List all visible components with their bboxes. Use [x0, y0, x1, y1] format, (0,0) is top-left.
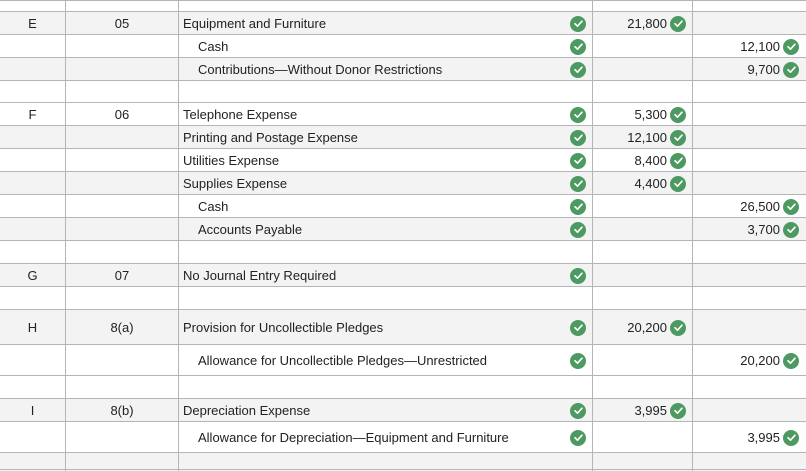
transaction-number-cell [66, 58, 179, 81]
credit-cell[interactable] [693, 58, 805, 81]
table-row [0, 240, 806, 264]
credit-cell[interactable] [693, 35, 805, 58]
account-name: Utilities Expense [183, 153, 280, 168]
transaction-number-cell [66, 149, 179, 172]
debit-cell[interactable] [593, 103, 693, 126]
table-row [0, 11, 806, 35]
check-circle-icon [783, 62, 799, 78]
debit-amount: 3,995 [634, 403, 667, 418]
debit-amount: 20,200 [627, 320, 667, 335]
ref-cell [0, 35, 66, 58]
table-row [0, 217, 806, 241]
table-row [0, 125, 806, 149]
debit-cell[interactable] [593, 126, 693, 149]
account-cell[interactable] [179, 126, 593, 149]
check-circle-icon [570, 403, 586, 419]
credit-cell[interactable] [693, 287, 805, 310]
ref-cell [0, 81, 66, 103]
debit-cell[interactable] [593, 310, 693, 345]
transaction-number-cell: 07 [66, 264, 179, 287]
account-name: Cash [198, 199, 229, 214]
debit-amount: 4,400 [634, 176, 667, 191]
table-row [0, 375, 806, 399]
account-name: Telephone Expense [183, 107, 298, 122]
ref-cell: G [0, 264, 66, 287]
credit-cell[interactable] [693, 264, 805, 287]
account-cell[interactable] [179, 35, 593, 58]
credit-cell[interactable] [693, 345, 805, 376]
ref-cell: H [0, 310, 66, 345]
table-row [0, 286, 806, 310]
credit-cell[interactable] [693, 126, 805, 149]
ref-cell [0, 345, 66, 376]
credit-cell[interactable] [693, 81, 805, 103]
account-cell[interactable] [179, 12, 593, 35]
credit-amount: 9,700 [747, 62, 780, 77]
account-name: Allowance for Uncollectible Pledges—Unrestricted [198, 353, 488, 368]
ref-cell [0, 126, 66, 149]
check-circle-icon [570, 16, 586, 32]
debit-cell[interactable] [593, 287, 693, 310]
transaction-number-cell: 8(b) [66, 399, 179, 422]
check-circle-icon [570, 107, 586, 123]
debit-cell[interactable] [593, 376, 693, 399]
transaction-number-cell: 05 [66, 12, 179, 35]
ref-cell [0, 58, 66, 81]
transaction-number-cell [66, 218, 179, 241]
check-circle-icon [670, 153, 686, 169]
check-circle-icon [783, 353, 799, 369]
account-cell[interactable] [179, 287, 593, 310]
table-row [0, 309, 806, 345]
account-cell[interactable] [179, 103, 593, 126]
debit-cell[interactable] [593, 422, 693, 453]
transaction-number-cell [66, 172, 179, 195]
debit-cell[interactable] [593, 195, 693, 218]
debit-cell[interactable] [593, 218, 693, 241]
transaction-number-cell [66, 422, 179, 453]
transaction-number-cell: 8(a) [66, 310, 179, 345]
account-name: Allowance for Depreciation—Equipment and Furniture [198, 430, 509, 445]
transaction-number-cell: 06 [66, 103, 179, 126]
credit-cell[interactable] [693, 241, 805, 264]
table-row [0, 34, 806, 58]
credit-cell[interactable] [693, 149, 805, 172]
transaction-number-cell [66, 241, 179, 264]
account-name: Accounts Payable [198, 222, 303, 237]
check-circle-icon [783, 199, 799, 215]
table-row [0, 171, 806, 195]
account-cell[interactable] [179, 218, 593, 241]
check-circle-icon [783, 222, 799, 238]
account-cell[interactable] [179, 422, 593, 453]
check-circle-icon [670, 403, 686, 419]
debit-amount: 21,800 [627, 16, 667, 31]
account-cell[interactable] [179, 149, 593, 172]
transaction-number-cell [66, 195, 179, 218]
check-circle-icon [570, 268, 586, 284]
ref-cell [0, 195, 66, 218]
debit-cell[interactable] [593, 58, 693, 81]
account-name: Equipment and Furniture [183, 16, 327, 31]
transaction-number-cell [66, 126, 179, 149]
account-cell[interactable] [179, 310, 593, 345]
account-cell[interactable] [179, 399, 593, 422]
check-circle-icon [570, 62, 586, 78]
transaction-number-cell [66, 287, 179, 310]
table-row [0, 421, 806, 453]
check-circle-icon [670, 320, 686, 336]
credit-amount: 3,700 [747, 222, 780, 237]
ref-cell [0, 172, 66, 195]
check-circle-icon [570, 153, 586, 169]
credit-cell[interactable] [693, 12, 805, 35]
table-row [0, 57, 806, 81]
account-cell[interactable] [179, 376, 593, 399]
check-circle-icon [570, 430, 586, 446]
check-circle-icon [570, 176, 586, 192]
check-circle-icon [783, 430, 799, 446]
credit-amount: 26,500 [740, 199, 780, 214]
check-circle-icon [570, 222, 586, 238]
debit-amount: 12,100 [627, 130, 667, 145]
account-name: Supplies Expense [183, 176, 288, 191]
account-name: Printing and Postage Expense [183, 130, 358, 145]
check-circle-icon [570, 130, 586, 146]
credit-cell[interactable] [693, 172, 805, 195]
credit-cell[interactable] [693, 310, 805, 345]
account-cell[interactable] [179, 58, 593, 81]
credit-cell[interactable] [693, 399, 805, 422]
table-row [0, 80, 806, 103]
ref-cell [0, 218, 66, 241]
debit-amount: 5,300 [634, 107, 667, 122]
ref-cell: E [0, 12, 66, 35]
table-row [0, 263, 806, 287]
debit-cell[interactable] [593, 345, 693, 376]
table-row [0, 194, 806, 218]
account-name: Cash [198, 39, 229, 54]
check-circle-icon [570, 353, 586, 369]
check-circle-icon [783, 39, 799, 55]
transaction-number-cell [66, 376, 179, 399]
account-name: Depreciation Expense [183, 403, 311, 418]
account-cell[interactable] [179, 241, 593, 264]
credit-cell[interactable] [693, 103, 805, 126]
debit-cell[interactable] [593, 81, 693, 103]
table-row [0, 102, 806, 126]
account-name: Provision for Uncollectible Pledges [183, 320, 384, 335]
account-cell[interactable] [179, 81, 593, 103]
check-circle-icon [670, 130, 686, 146]
transaction-number-cell [66, 345, 179, 376]
transaction-number-cell [66, 81, 179, 103]
account-cell[interactable] [179, 264, 593, 287]
credit-cell[interactable] [693, 422, 805, 453]
debit-cell[interactable] [593, 172, 693, 195]
account-cell[interactable] [179, 172, 593, 195]
debit-cell[interactable] [593, 399, 693, 422]
transaction-number-cell [66, 35, 179, 58]
table-row [0, 148, 806, 172]
check-circle-icon [570, 320, 586, 336]
account-cell[interactable] [179, 345, 593, 376]
ref-cell: F [0, 103, 66, 126]
debit-cell[interactable] [593, 35, 693, 58]
table-row [0, 398, 806, 422]
check-circle-icon [670, 16, 686, 32]
credit-amount: 12,100 [740, 39, 780, 54]
account-name: Contributions—Without Donor Restrictions [198, 62, 443, 77]
debit-cell[interactable] [593, 241, 693, 264]
credit-cell[interactable] [693, 218, 805, 241]
debit-cell[interactable] [593, 12, 693, 35]
credit-amount: 20,200 [740, 353, 780, 368]
check-circle-icon [570, 199, 586, 215]
ref-cell [0, 422, 66, 453]
ref-cell: I [0, 399, 66, 422]
ref-cell [0, 149, 66, 172]
check-circle-icon [670, 107, 686, 123]
account-name: No Journal Entry Required [183, 268, 337, 283]
debit-amount: 8,400 [634, 153, 667, 168]
check-circle-icon [670, 176, 686, 192]
check-circle-icon [570, 39, 586, 55]
credit-amount: 3,995 [747, 430, 780, 445]
credit-cell[interactable] [693, 376, 805, 399]
ref-cell [0, 287, 66, 310]
credit-cell[interactable] [693, 195, 805, 218]
debit-cell[interactable] [593, 264, 693, 287]
table-row [0, 344, 806, 376]
ref-cell [0, 376, 66, 399]
ref-cell [0, 241, 66, 264]
account-cell[interactable] [179, 195, 593, 218]
debit-cell[interactable] [593, 149, 693, 172]
